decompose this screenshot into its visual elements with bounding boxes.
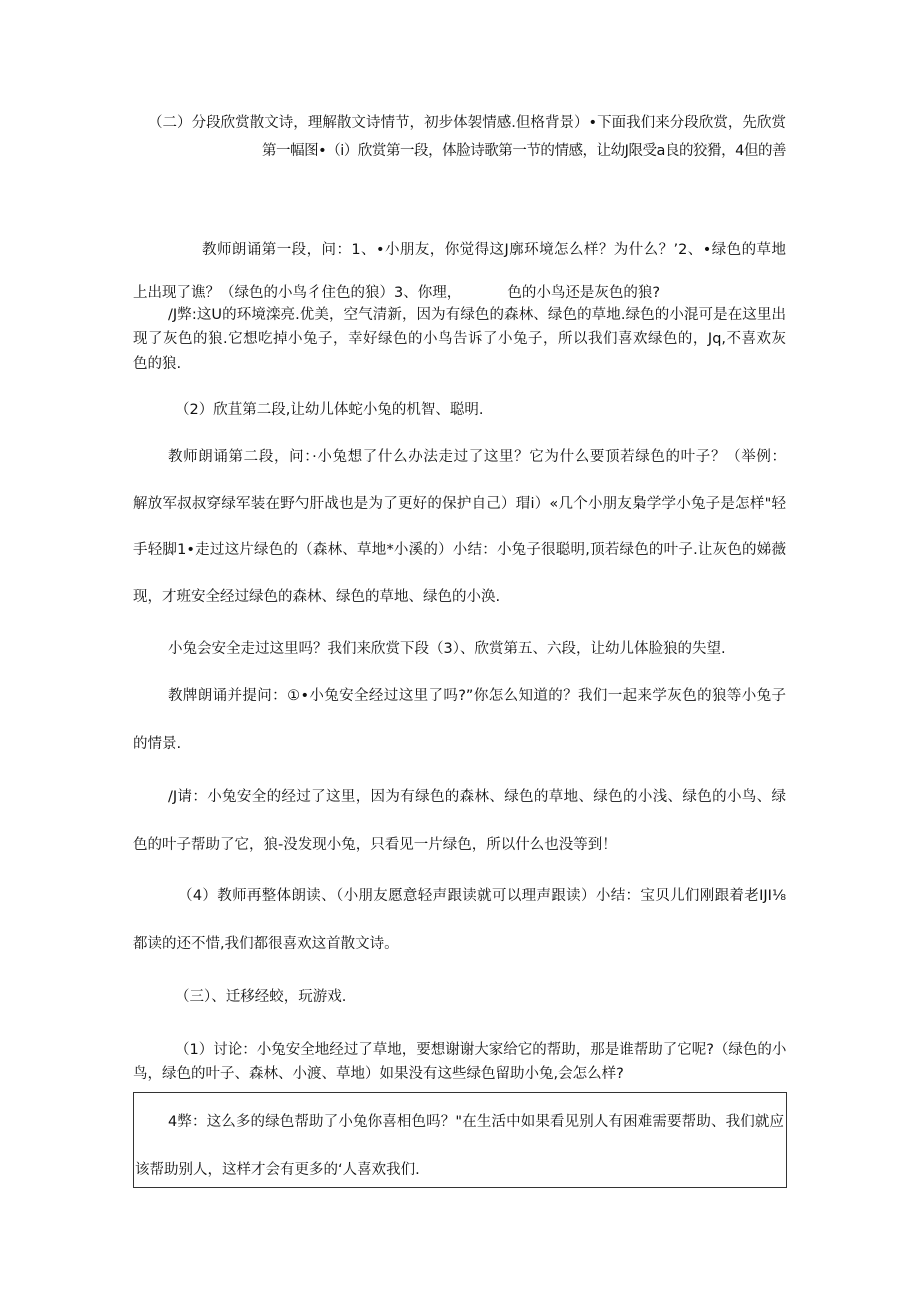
text-line: （二）分段欣赏散文诗，理解散文诗情节，初步体袈情感.但格背景）•下面我们来分段欣赏，先欣赏 [148, 115, 786, 131]
text-line: 教师朗诵第一段，问：1、•小朋友，你觉得这J廓环境怎么样？为什么？’2、•绿色的草地 [202, 242, 786, 258]
text-line: /J请：小兔安全的经过了这里，因为有绿色的森林、绿色的草地、绿色的小浅、绿色的小鸟、绿 [168, 789, 786, 805]
text-line: 上出现了谯？（绿色的小鸟彳住色的狼）3、你理， 色的小鸟还是灰色的狼? [133, 285, 661, 301]
text-line: 4弊：这么多的绿色帮助了小兔你喜相色吗？"在生活中如果看见别人有困难需要帮助、我们就应 [168, 1114, 784, 1130]
text-line: （1）讨论：小兔安全地经过了草地，要想谢谢大家给它的帮助，那是谁帮助了它呢?（绿色的小 [175, 1042, 787, 1058]
text-line: 小兔会安全走过这里吗？我们来欣赏下段（3）、欣赏第五、六段，让幼儿体脸狼的失望. [168, 641, 726, 657]
text-line: 色的叶子帮助了它，狼-没发现小兔，只看见一片绿色，所以什么也没等到！ [133, 837, 617, 853]
text-line: （2）欣苴第二段,让幼儿体蛇小兔的机智、聪明. [175, 402, 484, 418]
text-line: 现，才班安全经过绿色的森林、绿色的草地、绿色的小涣. [133, 589, 501, 605]
text-line: 解放军叔叔穿绿军装在野勺肝战也是为了更好的保护自己）瑁i）«几个小朋友梟学学小兔子是怎样"轻 [133, 496, 786, 512]
text-line: /J弊:这U的环境滦亮.优美，空气清新，因为有绿色的森林、绿色的草地.绿色的小混可是在这里出 [168, 307, 786, 323]
text-line: 教师朗诵第二段，问：·小兔想了什么办法走过了这里？它为什么要顶若绿色的叶子？（举例： [168, 449, 786, 465]
text-line: 现了灰色的狼.它想吃掉小兔子，幸好绿色的小鸟告诉了小兔子，所以我们喜欢绿色的，Jq,不喜欢灰 [133, 331, 786, 347]
text-line: 鸟，绿色的叶子、森林、小渡、草地）如果没有这些绿色留助小兔,会怎么样? [133, 1066, 624, 1082]
text-line: 手轻脚1•走过这片绿色的（森林、草地*小溪的）小结：小兔子很聪明,顶若绿色的叶子.让灰色的娣薇 [133, 542, 786, 558]
text-line: 的情景. [133, 736, 182, 752]
text-line: 都读的还不惜,我们都很喜欢这首散文诗。 [133, 936, 399, 952]
text-line: （4）教师再整体朗读、（小朋友愿意轻声跟读就可以理声跟读）小结：宝贝儿们刚跟着老IJI⅛ [178, 888, 786, 904]
section-heading: （三）、迁移经蛟，玩游戏. [175, 989, 347, 1005]
text-line: 教牌朗诵并提问：①•小兔安全经过这里了吗?”你怎么知道的？我们一起来学灰色的狼等小兔子 [168, 688, 786, 704]
text-line: 色的狼. [133, 356, 182, 372]
text-line: 该帮助别人，这样才会有更多的‘人喜欢我们. [135, 1162, 420, 1178]
text-line: 第一幅图•（i）欣赏第一段，体脸诗歌第一节的情感，让幼J限受a良的狡猾，4但的善 [262, 143, 786, 159]
